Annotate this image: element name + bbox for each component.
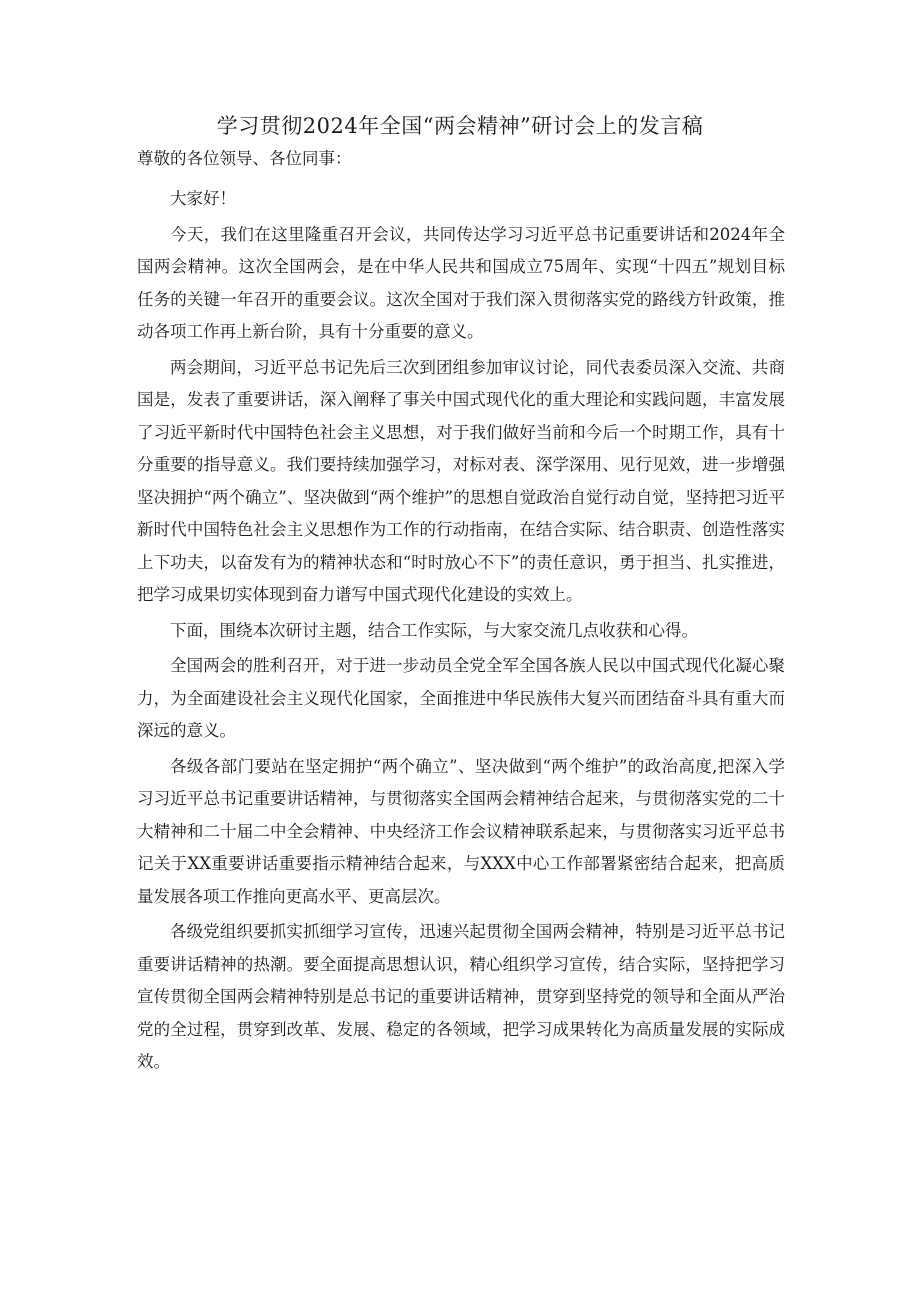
paragraph: 两会期间，习近平总书记先后三次到团组参加审议讨论，同代表委员深入交流、共商国是，发表了重要讲话，深入阐释了事关中国式现代化的重大理论和实践问题，丰富发展了习近平新时代中国特色社会主义思想，对于我们做好当前和今后一个时期工作，具有十分重要的指导意义。我们要持续加强学习，对标对表、深学深用、见行见效，进一步增强坚决拥护“两个确立”、坚决做到“两个维护”的思想自觉政治自觉行动自觉，坚持把习近平新时代中国特色社会主义思想作为工作的行动指南，在结合实际、结合职责、创造性落实上下功夫，以奋发有为的精神状态和“时时放心不下”的责任意识，勇于担当、扎实推进，把学习成果切实体现到奋力谱写中国式现代化建设的实效上。	[137, 357, 785, 604]
paragraph: 各级各部门要站在坚定拥护“两个确立”、坚决做到“两个维护”的政治高度,把深入学习习近平总书记重要讲话精神，与贯彻落实全国两会精神结合起来，与贯彻落实党的二十大精神和二十届二中全会精神、中央经济工作会议精神联系起来，与贯彻落实习近平总书记关于XX重要讲话重要指示精神结合起来，与XXX中心工作部署紧密结合起来，把高质量发展各项工作推向更高水平、更高层次。	[137, 756, 785, 906]
paragraph: 全国两会的胜利召开，对于进一步动员全党全军全国各族人民以中国式现代化凝心聚力，为全面建设社会主义现代化国家，全面推进中华民族伟大复兴而团结奋斗具有重大而深远的意义。	[137, 656, 785, 740]
document-title: 学习贯彻2024年全国“两会精神”研讨会上的发言稿	[216, 114, 704, 138]
paragraph: 今天，我们在这里隆重召开会议，共同传达学习习近平总书记重要讲话和2024年全国两会精神。这次全国两会，是在中华人民共和国成立75周年、实现“十四五”规划目标任务的关键一年召开的重要会议。这次全国对于我们深入贯彻落实党的路线方针政策，推动各项工作再上新台阶，具有十分重要的意义。	[137, 224, 785, 341]
paragraph-greeting: 大家好！	[170, 189, 236, 208]
paragraph: 下面，围绕本次研讨主题，结合工作实际，与大家交流几点收获和心得。	[170, 620, 698, 640]
document-body	[137, 183, 785, 1082]
salutation: 尊敬的各位领导、各位同事：	[137, 149, 352, 168]
paragraph: 各级党组织要抓实抓细学习宣传，迅速兴起贯彻全国两会精神，特别是习近平总书记重要讲话精神的热潮。要全面提高思想认识，精心组织学习宣传，结合实际，坚持把学习宣传贯彻全国两会精神特别是总书记的重要讲话精神，贯穿到坚持党的领导和全面从严治党的全过程，贯穿到改革、发展、稳定的各领域，把学习成果转化为高质量发展的实际成效。	[137, 922, 785, 1071]
